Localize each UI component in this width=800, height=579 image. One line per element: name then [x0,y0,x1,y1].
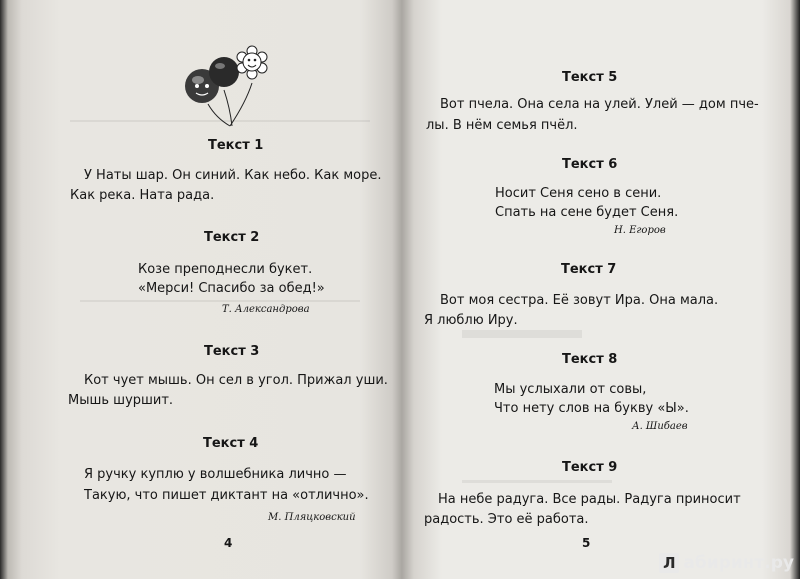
text-6-heading: Текст 6 [562,157,618,172]
labirint-logo-icon: Л [659,553,679,573]
text-2-line-1: Козе преподнесли букет. [138,262,313,277]
text-3-line-2: Мышь шуршит. [68,393,174,408]
text-6-line-2: Спать на сене будет Сеня. [495,205,679,220]
text-3-heading: Текст 3 [204,344,260,359]
text-4-line-1: Я ручку куплю у волшебника лично — [84,467,347,482]
text-4-author: М. Пляцковский [268,512,356,523]
text-6-author: Н. Егоров [614,225,666,236]
text-1-line-2: Как река. Ната рада. [70,188,215,203]
text-8-author: А. Шибаев [632,421,688,432]
text-9-line-2: радость. Это её работа. [424,512,589,527]
text-3-line-1: Кот чует мышь. Он сел в угол. Прижал уши. [84,373,388,388]
text-8-line-1: Мы услыхали от совы, [494,382,647,397]
text-4-line-2: Такую, что пишет диктант на «отлично». [84,488,369,503]
right-page [402,0,800,579]
text-2-line-2: «Мерси! Спасибо за обед!» [138,281,325,296]
text-9-line-1: На небе радуга. Все рады. Радуга приносит [438,492,741,507]
text-5-line-2: лы. В нём семья пчёл. [426,118,578,133]
text-7-line-2: Я люблю Иру. [424,313,518,328]
text-9-heading: Текст 9 [562,460,618,475]
text-7-line-1: Вот моя сестра. Её зовут Ира. Она мала. [440,293,719,308]
text-2-heading: Текст 2 [204,230,260,245]
page-number-left: 4 [224,536,233,550]
text-7-heading: Текст 7 [561,262,617,277]
text-1-heading: Текст 1 [208,138,264,153]
watermark-text: абиринт.ру [683,553,794,573]
page-number-right: 5 [582,536,591,550]
text-8-heading: Текст 8 [562,352,618,367]
text-2-author: Т. Александрова [222,304,310,315]
text-1-line-1: У Наты шар. Он синий. Как небо. Как море. [84,168,382,183]
labirint-watermark [659,553,794,573]
text-6-line-1: Носит Сеня сено в сени. [495,186,662,201]
text-8-line-2: Что нету слов на букву «Ы». [494,401,689,416]
text-5-heading: Текст 5 [562,70,618,85]
text-4-heading: Текст 4 [203,436,259,451]
text-5-line-1: Вот пчела. Она села на улей. Улей — дом пче- [440,97,759,112]
balloons-illustration [178,42,268,130]
